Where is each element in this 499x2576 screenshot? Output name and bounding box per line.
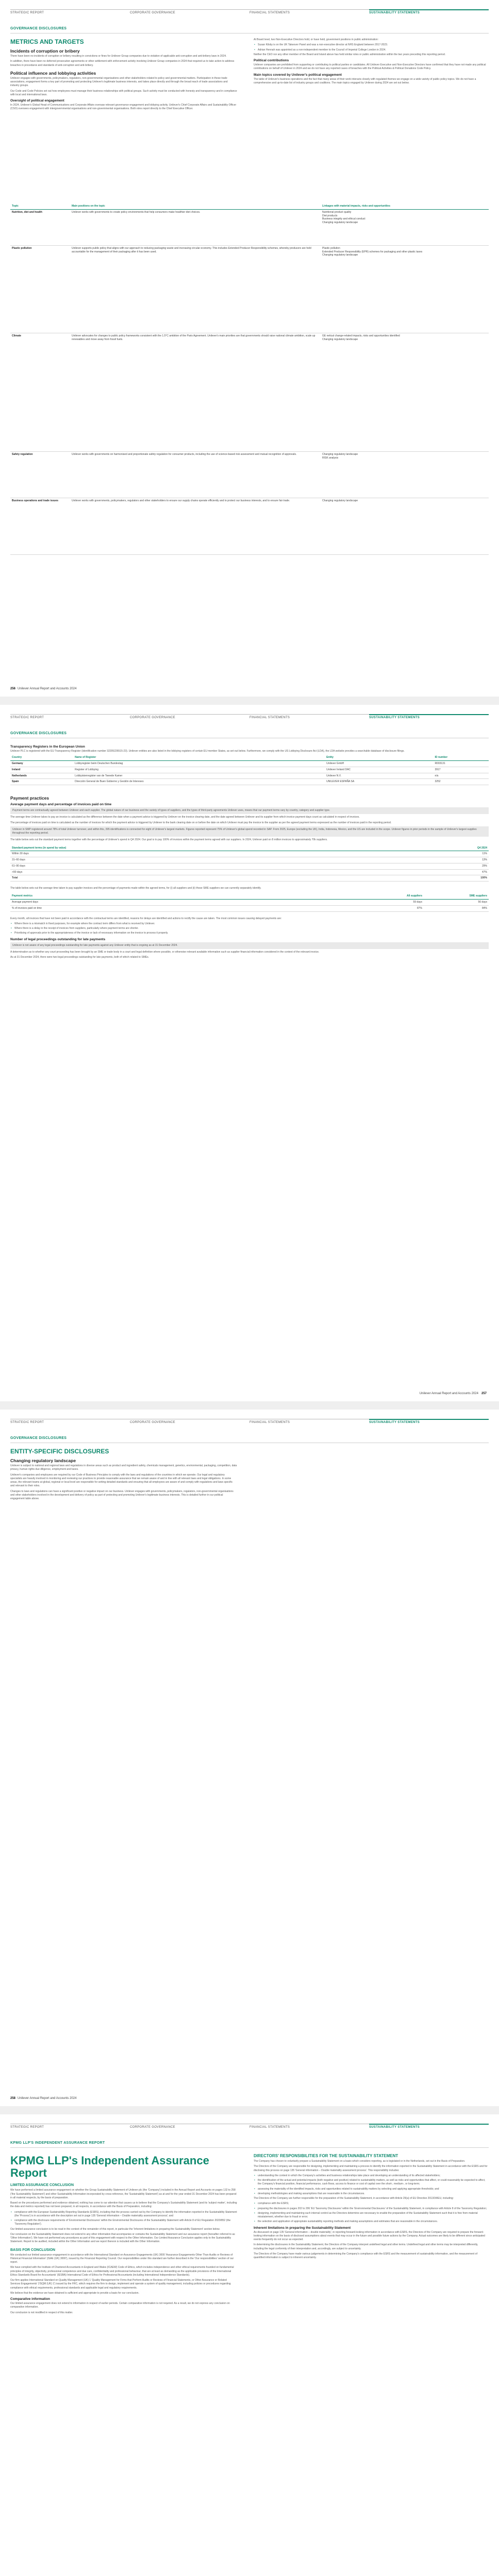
paragraph: Every month, all invoices that have not been paid in accordance with the contractual terms are identified, reasons for delays are identified and actions to rectify the cause are taken. The most common issues causing delayed payments are: bbox=[10, 917, 282, 920]
table-cell: Spain bbox=[10, 779, 73, 785]
table-cell: Unilever Ireland DAC bbox=[325, 767, 433, 773]
table-row bbox=[10, 498, 489, 554]
payment-metrics-table bbox=[10, 893, 489, 911]
heading-transparency: Transparency Registers in the European Union bbox=[10, 745, 85, 749]
table-cell: Lobbyregister beim Deutschen Bundestag bbox=[73, 761, 325, 767]
table-cell: Ireland bbox=[10, 767, 73, 773]
paragraph: Unilever PLC is registered with the EU Transparency Register (identification number 32205226515-23). Unilever entities are also listed in the lobbying registers of certain EU member States, as set out below. Furthermore, we comply with the US Lobbying Disclosure Act (LDA), the LDA website provides a searchable database of disclosure filings. bbox=[10, 750, 405, 753]
section-label: GOVERNANCE DISCLOSURES bbox=[10, 1436, 67, 1440]
paragraph: We have complied with the Institute of Chartered Accountants in England and Wales (ICAEW) Code of Ethics, which includes independence and other ethical requirements founded on fundamental principles of integrity, objectivity, professional competence and due care, confidentiality and professional behaviour, that are at least as demanding as the applicable provisions of the International Ethics Standards Board for Accountants' (IESBA) International Code of Ethics for Professional Accountants (including International Independence Standards). bbox=[10, 2266, 234, 2277]
shaded-note: Unilever in SMP registered around 78% of total Unilever turnover, and within this, 395 identifications is connected for eight of Unilever's largest markets. Figures reported represent 75% of Unilever's global spend recorded in SAP. From 2025, Europe (excluding the UK), India, Indonesia, Mexico, and the US are included in the scope. Unilever figures in prior periods in the sample of Unilever's largest supplies throughout the reporting period. bbox=[10, 826, 489, 837]
left-column bbox=[10, 1448, 237, 1502]
political-topics-table bbox=[10, 204, 489, 555]
bullet: • compliance with the ESRS; bbox=[254, 2202, 489, 2206]
table-cell: Unilever works with governments on harmonised and proportionate safety regulation for consumer products, including the use of science-based risk assessment and mutual recognition of approvals. bbox=[70, 451, 321, 498]
table-cell: 84% bbox=[424, 905, 489, 911]
table-row bbox=[10, 900, 489, 906]
nav-sustainability-statements[interactable]: SUSTAINABILITY STATEMENTS bbox=[369, 714, 489, 719]
payment-terms-table bbox=[10, 845, 489, 882]
table-row bbox=[10, 863, 489, 869]
table-row bbox=[10, 773, 489, 779]
table-cell: Register of Lobbying bbox=[73, 767, 325, 773]
paragraph: The Directors of the Company are further responsible for the preparation of the Sustainability Statement, in accordance with Article 29(a) of EU Directive 2013/34/EU, including: bbox=[254, 2197, 454, 2200]
left-column bbox=[10, 38, 237, 113]
table-cell: Unilever works with governments, policymakers, regulators and other stakeholders to ensure our supply chains operate efficiently and to protect our business interests, and to ensure fair trade. bbox=[70, 498, 321, 554]
table-row bbox=[10, 857, 489, 863]
section-label: GOVERNANCE DISCLOSURES bbox=[10, 27, 67, 30]
table-cell: 31–60 days bbox=[10, 857, 401, 863]
bullet: • understanding the context in which the Company's activities and business relationships take place and developing an understanding of its affected stakeholders; bbox=[254, 2174, 489, 2178]
table-row bbox=[10, 905, 489, 911]
table-cell: 11% bbox=[401, 851, 489, 857]
table-cell: Nutrition, diet and health bbox=[10, 209, 70, 245]
paragraph: Our limited assurance conclusion is to be read in the context of the remainder of this report, in particular the 'Inherent limitations in preparing the Sustainability Statement' section below. bbox=[10, 2227, 220, 2231]
paragraph: The table below sets out the standard payment terms together with the percentage of Unilever's spend in Q4 2024. Our goal is to pay 100% of invoices within the payment terms agreed with our suppliers. In 2024, Unilever paid on 8 million invoices to approximately 70k suppliers. bbox=[10, 838, 328, 842]
nav-strategic-report[interactable]: STRATEGIC REPORT bbox=[10, 714, 130, 719]
nav-corporate-governance[interactable]: CORPORATE GOVERNANCE bbox=[130, 2124, 250, 2129]
bullet: • developing methodologies and making assumptions that are reasonable in the circumstances. bbox=[254, 2192, 489, 2196]
paragraph: The average time Unilever takes to pay an invoice is calculated as the difference between the date when a payment advice is triggered by Unilever on the invoice clearing date, and the date agreed between Unilever and its supplier from which invoice payment days count as calculated in respect of invoices. bbox=[10, 816, 360, 819]
page-footer bbox=[10, 2097, 76, 2100]
table-cell: Unilever GmbH bbox=[325, 761, 433, 767]
paragraph: Our limited assurance engagement does not extend to information in respect of earlier periods. Certain comparative information is not required. As a result, we do not express any conclusion on comparative information. bbox=[10, 2302, 230, 2309]
table-row bbox=[10, 451, 489, 498]
nav-corporate-governance[interactable]: CORPORATE GOVERNANCE bbox=[130, 9, 250, 14]
paragraph: We conducted our limited assurance engagement in accordance with the International Standard on Assurance Engagements (UK) 3000 'Assurance Engagements Other Than Audits or Reviews of Historical Financial Information' (ISAE (UK) 3000'), issued by the Financial Reporting Council. Our responsibilities under this standard are further described in the 'Our responsibilities' section of our report. bbox=[10, 2253, 234, 2264]
heading-legal-proceedings: Number of legal proceedings outstanding for late payments bbox=[10, 937, 106, 941]
table-cell: Average payment days bbox=[10, 900, 359, 906]
table-cell: Netherlands bbox=[10, 773, 73, 779]
table-cell: Unilever works with governments to create policy environments that help consumers make healthier diet choices. bbox=[70, 209, 321, 245]
table-cell: Unilever advocates for changes to public policy frameworks consistent with the 1.5°C ambition of the Paris Agreement. Unilever's main priorities are that governments should raise national climate ambition, scale up renewables and move away from fossil fuels. bbox=[70, 333, 321, 451]
table-cell: Plastic pollution Extended Producer Responsibility (EPR) schemes for packaging and other plastic taxes Changing regulatory landscape bbox=[321, 245, 489, 333]
paragraph: In addition, there have been no deferred prosecution agreements or other settlement with enforcement activity involving Unilever Group companies in 2024 that required us to take action to address breaches in procedures and standards of anti-corruption and anti-bribery. bbox=[10, 60, 235, 67]
table-cell: 59 days bbox=[359, 900, 424, 906]
bullet: • Where there is a mismatch in fixed purposes, for example where the contract term differs from what is received by Unilever. bbox=[10, 922, 489, 926]
divider bbox=[10, 2147, 489, 2148]
footer-text: Unilever Annual Report and Accounts 2024 bbox=[18, 2097, 77, 2100]
table-cell: Unilever supports public policy that aligns with our approach to reducing packaging waste and increasing circular economy. This includes Extended Producer Responsibility schemes, whereby producers are held accountable for the management of their packaging after it has been used. bbox=[70, 245, 321, 333]
table-header: ID number bbox=[433, 755, 489, 760]
heading-directors: DIRECTORS' RESPONSIBILITIES FOR THE SUSTAINABILITY STATEMENT bbox=[254, 2154, 398, 2158]
heading-comparative: Comparative information bbox=[10, 2297, 50, 2301]
paragraph: Unilever is subject to national and regional laws and regulations in diverse areas such as product and ingredient safety, chemicals management, genetics, environmental, packaging, competition, data privacy, human rights due diligence, employment and taxes. bbox=[10, 1464, 237, 1471]
right-column bbox=[254, 38, 489, 87]
table-cell: % of invoices paid on time bbox=[10, 905, 359, 911]
table-cell: 47% bbox=[401, 869, 489, 875]
table-cell: 3252 bbox=[433, 779, 489, 785]
table-cell: n/a bbox=[433, 773, 489, 779]
table-cell: >90 days bbox=[10, 869, 401, 875]
bullet: • the selection and application of appropriate sustainability reporting methods and making assumptions and estimates that are reasonable in the circumstances. bbox=[254, 2220, 489, 2224]
heading-incidents: Incidents of corruption or bribery bbox=[10, 48, 80, 54]
top-nav bbox=[10, 714, 489, 720]
heading-basis: BASIS FOR CONCLUSION bbox=[10, 2248, 56, 2252]
paragraph: There have been no incidents of corruption or bribery resulting in convictions or fines for Unilever Group companies due to violation of applicable anti-corruption and anti-bribery laws in 2024. bbox=[10, 55, 227, 58]
table-header: SME suppliers bbox=[424, 893, 489, 899]
table-cell: 13% bbox=[401, 857, 489, 863]
bullet: • compliance with the European Sustainability Reporting Standards (ESRS), including that the process carried out by the Company to identify the information reported in the Sustainability Statement (the 'Process') is in accordance with the description set out in page 135 'General information – Double materiality assessment process'; and bbox=[10, 2211, 237, 2218]
table-row bbox=[10, 869, 489, 875]
table-header: Entity bbox=[325, 755, 433, 760]
heading-average-payment: Average payment days and percentage of invoices paid on time bbox=[10, 803, 112, 806]
paragraph: The Directors of the Company are responsible for designing, implementing and maintaining a process to identify the information reported in the Sustainability Statement in accordance with the ESRS and for disclosing this process on page 135 'General information – Double materiality assessment process'. This responsibility includes: bbox=[254, 2165, 488, 2172]
table-cell: 3917 bbox=[433, 767, 489, 773]
nav-sustainability-statements[interactable]: SUSTAINABILITY STATEMENTS bbox=[369, 1419, 489, 1424]
heading-main-topics: Main topics covered by Unilever's political engagement bbox=[254, 73, 342, 77]
table-cell: Unilever N.V. bbox=[325, 773, 433, 779]
table-header: Q4 2024 bbox=[401, 845, 489, 851]
table-cell: Changing regulatory landscape bbox=[321, 498, 489, 554]
section-label: GOVERNANCE DISCLOSURES bbox=[10, 732, 67, 735]
paragraph: Changes to laws and regulations can have a significant positive or negative impact on our business. Unilever engages with governments, policymakers, regulators, non-governmental organisations and other stakeholders involved in the development and delivery of policy as part of protecting and promoting Unilever's legitimate business interests. This is detailed further in our political engagement table above. bbox=[10, 1489, 234, 1500]
bullet: • designing, implementing and maintaining such internal control as the Directors determine are necessary to enable the preparation of the Sustainability Statement such that it is free from material misstatement, whether due to fraud or error; bbox=[254, 2212, 489, 2219]
paragraph: In 2024, Unilever's Global Head of Communications and Corporate Affairs oversaw relevant governance engagement and lobbying activity. Unilever's Chief Corporate Affairs and Sustainability Officer (CSO) oversees engagement with intergovernmental organisations and non-governmental organisations. Both roles report directly to the Chief Executive Officer. bbox=[10, 104, 237, 111]
table-cell: 87% bbox=[359, 905, 424, 911]
nav-financial-statements[interactable]: FINANCIAL STATEMENTS bbox=[250, 9, 369, 14]
bullet: • preparing the disclosures in pages 202 to 206 'EU Taxonomy Disclosures' within the 'Environmental Disclosures' of the Sustainability Statement, in compliance with Article 8 of the Taxonomy Regulation; bbox=[254, 2207, 489, 2211]
table-cell: 61–90 days bbox=[10, 863, 401, 869]
nav-financial-statements[interactable]: FINANCIAL STATEMENTS bbox=[250, 2124, 369, 2129]
paragraph: The Directors of the Company have made various judgements in determining the Company's compliance with the ESRS and the measurement of sustainability information, and the measurement of quantified information is subject to inherent uncertainty. bbox=[254, 2252, 477, 2259]
table-cell: 100% bbox=[401, 875, 489, 882]
shaded-note: Payment terms are contractually agreed between Unilever and each supplier. The global nature of our business and the variety of types of suppliers, and the types of third-party agreements Unilever uses, means that our payment terms vary by country, category and supplier type. bbox=[10, 807, 489, 814]
paragraph: In determining the disclosures in the Sustainability Statement, the Directors of the Company interpret undefined legal and other terms. Undefined legal and other terms may be interpreted differently, including the legal conformity of their interpretation and, accordingly, are subject to uncertainty. bbox=[254, 2243, 478, 2250]
table-row bbox=[10, 761, 489, 767]
paragraph: We believe that the evidence we have obtained is sufficient and appropriate to provide a basis for our conclusion. bbox=[10, 2291, 139, 2295]
paragraph: At Board level, two Non-Executive Directors hold, or have held, government positions in public administration: bbox=[254, 38, 379, 41]
nav-strategic-report[interactable]: STRATEGIC REPORT bbox=[10, 9, 130, 14]
paragraph: We have performed a limited assurance engagement on whether the Group Sustainability Statement of Unilever plc (the 'Company') included in the Annual Report and Accounts on pages 132 to 258 ('the Sustainability Statement') and other Sustainability Information incorporated by cross-reference, the 'Sustainability Statement') as at and for the year ended 31 December 2024 has been prepared in all material respects, by the basis of preparation. bbox=[10, 2189, 237, 2199]
table-row bbox=[10, 767, 489, 773]
table-header: Payment metrics bbox=[10, 893, 359, 899]
paragraph: The Company has chosen to voluntarily prepare a Sustainability Statement on a basis which considers reporting, as is legislated or in the Netherlands, set out in the Basis of Preparation. bbox=[254, 2160, 465, 2163]
page-258 bbox=[0, 1410, 499, 2106]
table-cell: R003131 bbox=[433, 761, 489, 767]
heading-changing-regulatory: Changing regulatory landscape bbox=[10, 1458, 76, 1463]
table-cell: Climate bbox=[10, 333, 70, 451]
page-footer bbox=[10, 687, 76, 690]
table-cell: Nutritional product quality Diet products Business integrity and ethical conduct Changing regulatory landscape bbox=[321, 209, 489, 245]
paragraph: Based on the procedures performed and evidence obtained, nothing has come to our attention that causes us to believe that the Company's Sustainability Statement (and its 'subject matter', including the data and metrics reported) has not been prepared, in all respects, in accordance with the Basis of Preparation, including: bbox=[10, 2201, 237, 2209]
left-column bbox=[10, 2153, 237, 2316]
paragraph: Unilever's companies and employees are required by our Code of Business Principles to comply with the laws and regulations of the countries in which we operate. Our legal and regulatory specialists are heavily involved in monitoring and reviewing our practices to provide reasonable assurance that we remain aware of and in line with all relevant laws and legal obligations. In some areas, the relevant teams at global, regional or local level are responsible for setting detailed standards and ensuring that all employees are aware of and comply with regulations and laws specific and relevant to their roles. bbox=[10, 1473, 233, 1488]
paragraph: Unilever companies are prohibited from supporting or contributing to political parties or candidates. All Unilever Executive and Non-Executive Directors have confirmed that they have not made any political contributions on behalf of Unilever in 2024 and we do not have any reported cases of breaches with the Political Activities & Political Donations Code Policy. bbox=[254, 63, 486, 71]
top-nav bbox=[10, 9, 489, 15]
table-row bbox=[10, 333, 489, 451]
footer-text: Unilever Annual Report and Accounts 2024 bbox=[419, 1392, 478, 1395]
bullet: • Adrian Hennah was appointed as a non-independent member to the Council of Imperial College London in 2024. bbox=[254, 48, 489, 52]
right-column bbox=[254, 2153, 489, 2261]
table-cell: 56 days bbox=[424, 900, 489, 906]
section-title: ENTITY-SPECIFIC DISCLOSURES bbox=[10, 1448, 109, 1455]
main-column bbox=[10, 743, 489, 961]
nav-strategic-report[interactable]: STRATEGIC REPORT bbox=[10, 1419, 130, 1424]
shaded-note: Unilever is not aware of any legal proceedings outstanding for late payments against any Unilever entity that is ongoing as at 31 December 2024. bbox=[10, 942, 489, 949]
top-nav bbox=[10, 1419, 489, 1425]
table-header: Linkages with material impacts, risks and opportunities bbox=[321, 204, 489, 209]
page-number: 258 bbox=[10, 2097, 16, 2100]
paragraph: As at 31 December 2024, there were two legal proceedings outstanding for late payments, both of which related to SMEs. bbox=[10, 956, 149, 959]
table-cell: Dirección General de Buen Gobierno y Gestión de Intereses bbox=[73, 779, 325, 785]
page-number: 256 bbox=[10, 687, 16, 690]
page-footer bbox=[420, 1392, 489, 1395]
table-cell: 29% bbox=[401, 863, 489, 869]
section-title: METRICS AND TARGETS bbox=[10, 38, 84, 45]
table-cell: UNILEVER ESPAÑA SA bbox=[325, 779, 433, 785]
table-cell: Changing regulatory landscape RISK analysis bbox=[321, 451, 489, 498]
top-nav bbox=[10, 2124, 489, 2130]
table-header: Topic bbox=[10, 204, 70, 209]
heading-payment-practices: Payment practices bbox=[10, 795, 49, 801]
heading-oversight: Oversight of political engagement bbox=[10, 99, 64, 103]
bullet: • Susan Kilsby is on the UK Takeover Panel and was a non-executive director at NHS England between 2017-2023. bbox=[254, 43, 489, 47]
paragraph: The table of Unilever's business operations and the fact that many areas of their work interacts closely with regulated themes we engage on a wide variety of public policy topics. We do not have a comprehensive and up-to-date list of industry groups and coalitions. The main topics engaged by Unilever during 2024 are set out below. bbox=[254, 77, 476, 84]
table-header: All suppliers bbox=[359, 893, 424, 899]
bullet: • compliance with the disclosure requirements of 'Environmental Disclosures' within the Environmental Disclosures of the Sustainability Statement with Article 8 of EU Regulation 2020/852 (the 'Taxonomy Regulation'). bbox=[10, 2219, 237, 2227]
page-259 bbox=[0, 2114, 499, 2576]
nav-sustainability-statements[interactable]: SUSTAINABILITY STATEMENTS bbox=[369, 2124, 489, 2129]
registers-table bbox=[10, 755, 489, 785]
table-row bbox=[10, 209, 489, 245]
paragraph: A determination as to whether any court proceeding has been brought by an SME or trade body in a court and legal definition where possible, or otherwise relevant available information such as supplier financial information considered in the context of the relevant invoice. bbox=[10, 950, 320, 954]
heading-political: Political influence and lobbying activities bbox=[10, 70, 96, 76]
table-cell: Safety regulation bbox=[10, 451, 70, 498]
footer-text: Unilever Annual Report and Accounts 2024 bbox=[18, 687, 77, 690]
table-cell: Within 30 days bbox=[10, 851, 401, 857]
paragraph: Our conclusion is not modified in respect of this matter. bbox=[10, 2311, 73, 2314]
paragraph: The percentage of invoices paid on time is calculated as the number of invoices for which the payment advice is triggered by Unilever to the bank clearing date on or before the date on which Unilever must pay the invoice to the supplier as per the agreed payment terms expressed as the number of invoices paid in the reporting period. bbox=[10, 821, 392, 824]
page-number: 257 bbox=[481, 1392, 487, 1395]
section-label: KPMG LLP'S INDEPENDENT ASSURANCE REPORT bbox=[10, 2141, 105, 2145]
paragraph: As discussed on page 135 'General information – double materiality', in reporting forward-looking information in accordance with ESRS, the Directors of the Company are required to prepare the forward-looking information on the basis of disclosed assumptions about events that may occur in the future and possible future actions by the Company. Actual outcomes are likely to be different since anticipated events frequently do not occur as expected. bbox=[254, 2230, 485, 2241]
paragraph: Our conclusion on the Sustainability Statement does not extend to any other information that accompanies or contains the Sustainability Statement and our assurance report (hereafter referred to as 'Other Information'). We have not performed any procedures as part of this engagement with respect to the Other Information. Our Limited Assurance Conclusion applies only to the Sustainability Statement. Report to be audited, included within the Other Information and we report thereon is included with the Other Information. bbox=[10, 2232, 235, 2244]
table-cell: Business operations and trade issues bbox=[10, 498, 70, 554]
paragraph: The table below sets out the average time taken to pay supplier invoices and the percentage of payments made within the agreed terms, for (i) all suppliers and (ii) those SME suppliers we can currently separately identify. bbox=[10, 887, 261, 890]
table-header: Country bbox=[10, 755, 73, 760]
paragraph: Our firm applies International Standard on Quality Management (UK) 1 'Quality Management for Firms that Perform Audits or Reviews of Financial Statements, or Other Assurance or Related Services Engagements' ('ISQM (UK) 1') issued by the FRC, which requires the firm to design, implement and operate a system of quality management, including policies or procedures regarding compliance with ethical requirements, professional standards and applicable legal and regulatory requirements. bbox=[10, 2279, 231, 2290]
table-cell: Lobbyistenregister van de Tweede Kamer bbox=[73, 773, 325, 779]
page-256 bbox=[0, 0, 499, 697]
paragraph: Unilever engages with governments, policymakers, regulators, non-governmental organisations and other stakeholders related to policy and governmental matters. Participation in these trade associations, engagement forms a key part of promoting and protecting Unilever's legitimate business interests, and takes place directly and through the broad reach of trade associations and industry groups. bbox=[10, 76, 228, 88]
page-257 bbox=[0, 705, 499, 1401]
bullet: • Prioritising of approvals prior to the appropriateness of the invoice or lack of necessary information on the invoice to process it properly. bbox=[10, 931, 489, 935]
heading-inherent-limitations: Inherent limitations in preparing the Sustainability Statement bbox=[254, 2226, 351, 2230]
heading-limited-assurance: LIMITED ASSURANCE CONCLUSION bbox=[10, 2183, 74, 2188]
table-header: Main positions on the topic bbox=[70, 204, 321, 209]
nav-strategic-report[interactable]: STRATEGIC REPORT bbox=[10, 2124, 130, 2129]
heading-contributions: Political contributions bbox=[254, 59, 289, 62]
bullet: • Where there is a delay in the receipt of invoices from suppliers, particularly where payment terms are shorter. bbox=[10, 927, 489, 930]
table-cell: GE netical change-related impacts, risks and opportunities identified Changing regulatory landscape bbox=[321, 333, 489, 451]
table-row bbox=[10, 875, 489, 882]
nav-financial-statements[interactable]: FINANCIAL STATEMENTS bbox=[250, 714, 369, 719]
paragraph: Our Code and Code Policies set out how employees must manage their business relationships with political groups. Such activity must be conducted with honesty and transparency and in compliance with local and international laws. bbox=[10, 89, 237, 96]
nav-corporate-governance[interactable]: CORPORATE GOVERNANCE bbox=[130, 1419, 250, 1424]
nav-financial-statements[interactable]: FINANCIAL STATEMENTS bbox=[250, 1419, 369, 1424]
table-row bbox=[10, 779, 489, 785]
table-row bbox=[10, 245, 489, 333]
table-cell: Total bbox=[10, 875, 401, 882]
bullet: • the identification of the actual and potential impacts (both negative and positive) related to sustainability matters, as well as risks and opportunities that affect, or could reasonably be expected to affect, the Company's financial position, financial performance, cash flows, access to finance or cost of capital over the short-, medium-, or long-term; bbox=[254, 2179, 489, 2187]
table-header: Name of Register bbox=[73, 755, 325, 760]
report-title: KPMG LLP's Independent Assurance Report bbox=[10, 2154, 209, 2180]
table-cell: Germany bbox=[10, 761, 73, 767]
bullet: • assessing the materiality of the identified impacts, risks and opportunities related to sustainability matters by selecting and applying appropriate thresholds; and bbox=[254, 2188, 489, 2191]
nav-sustainability-statements[interactable]: SUSTAINABILITY STATEMENTS bbox=[369, 9, 489, 14]
paragraph: Neither the CEO nor any other member of the Board and Island above has held similar roles or public administration within the two years preceding this reporting period. bbox=[254, 53, 446, 56]
table-header: Standard payment terms (in spend by value) bbox=[10, 845, 401, 851]
table-row bbox=[10, 851, 489, 857]
nav-corporate-governance[interactable]: CORPORATE GOVERNANCE bbox=[130, 714, 250, 719]
table-cell: Plastic pollution bbox=[10, 245, 70, 333]
